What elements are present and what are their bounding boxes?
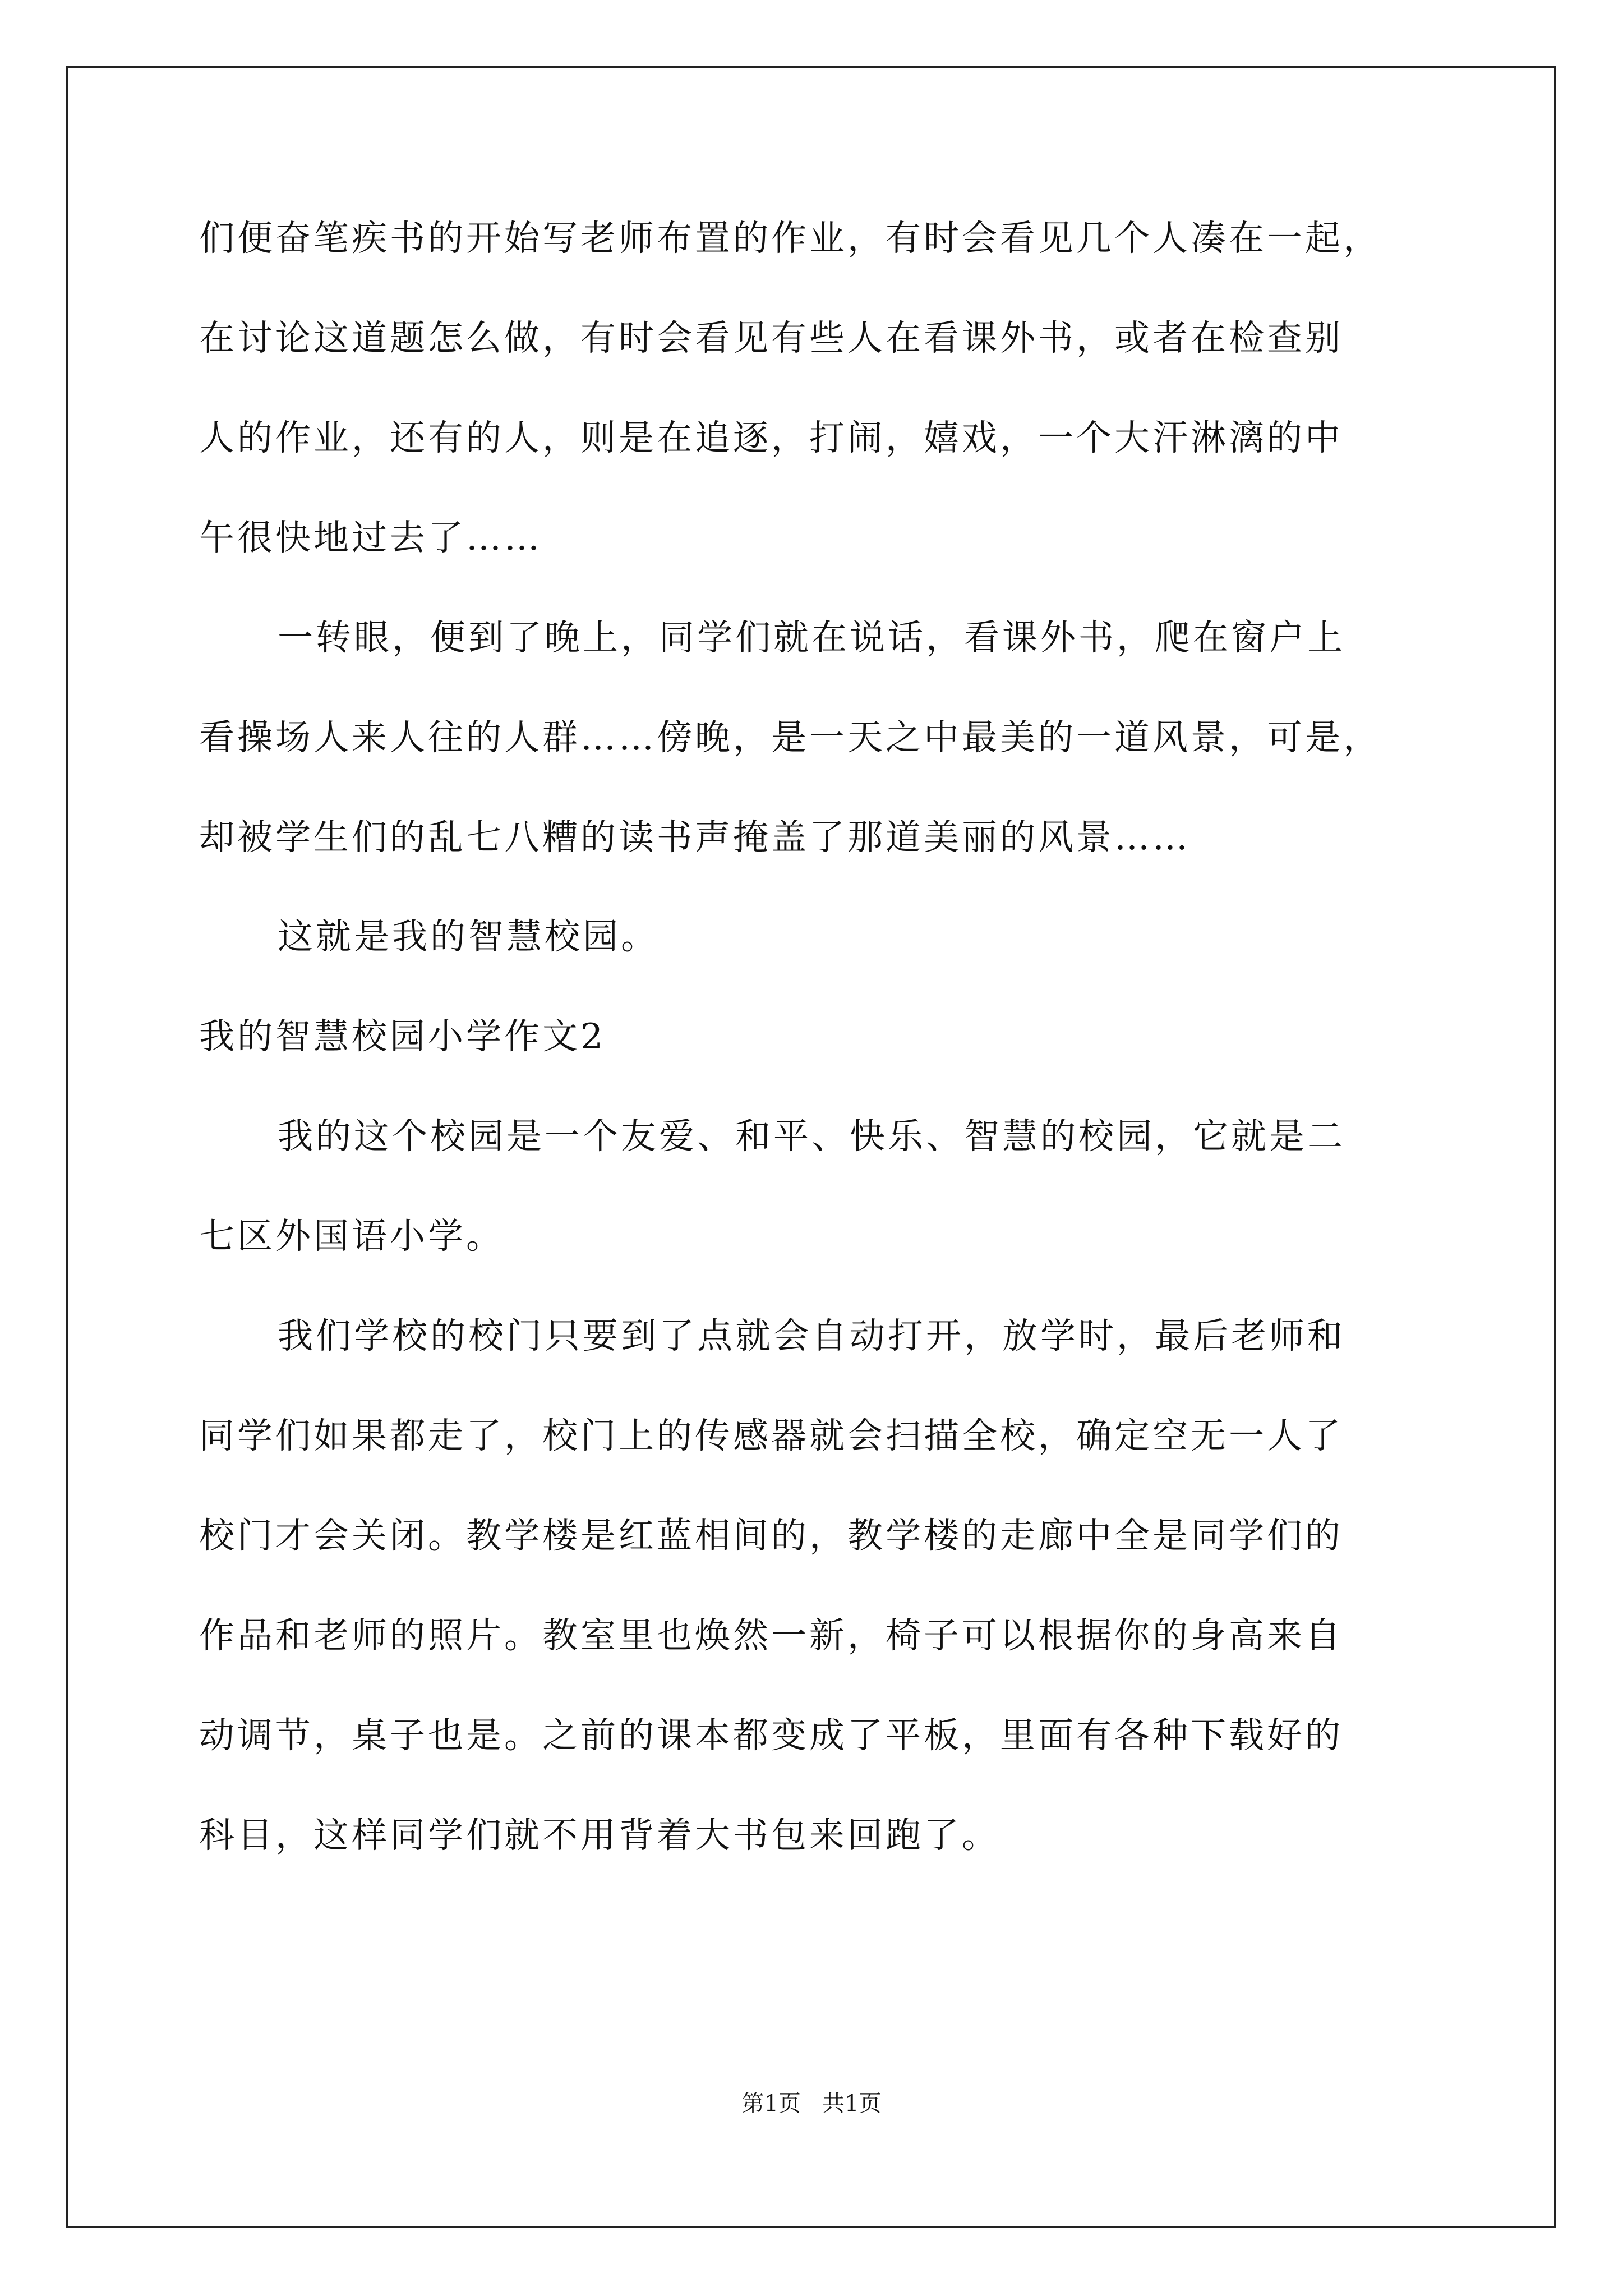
body-text-line: 们便奋笔疾书的开始写老师布置的作业，有时会看见几个人凑在一起， — [199, 218, 1381, 259]
page-number: 第1页 共1页 — [741, 2091, 882, 2116]
body-text-line: 一转眼，便到了晚上，同学们就在说话，看课外书，爬在窗户上 — [278, 617, 1345, 658]
body-text-line: 我的这个校园是一个友爱、和平、快乐、智慧的校园，它就是二 — [278, 1116, 1345, 1157]
body-text-line: 午很快地过去了…… — [199, 517, 542, 558]
body-text-line: 动调节，桌子也是。之前的课本都变成了平板，里面有各种下载好的 — [199, 1715, 1343, 1756]
body-text-line: 人的作业，还有的人，则是在追逐，打闹，嬉戏，一个大汗淋漓的中 — [199, 417, 1343, 458]
body-text-line: 在讨论这道题怎么做，有时会看见有些人在看课外书，或者在检查别 — [199, 318, 1343, 358]
body-text-line: 这就是我的智慧校园。 — [278, 916, 659, 957]
body-text-line: 校门才会关闭。教学楼是红蓝相间的，教学楼的走廊中全是同学们的 — [199, 1515, 1343, 1556]
body-text-line: 七区外国语小学。 — [199, 1216, 504, 1257]
body-text-line: 我们学校的校门只要到了点就会自动打开，放学时，最后老师和 — [278, 1315, 1345, 1356]
body-text-line: 看操场人来人往的人群……傍晚，是一天之中最美的一道风景，可是， — [199, 717, 1381, 758]
body-text-line: 同学们如果都走了，校门上的传感器就会扫描全校，确定空无一人了 — [199, 1415, 1343, 1456]
body-text-line: 科目，这样同学们就不用背着大书包来回跑了。 — [199, 1815, 1000, 1856]
body-text-line: 却被学生们的乱七八糟的读书声掩盖了那道美丽的风景…… — [199, 817, 1191, 858]
section-heading: 我的智慧校园小学作文2 — [199, 1016, 606, 1057]
body-text-line: 作品和老师的照片。教室里也焕然一新，椅子可以根据你的身高来自 — [199, 1615, 1343, 1656]
